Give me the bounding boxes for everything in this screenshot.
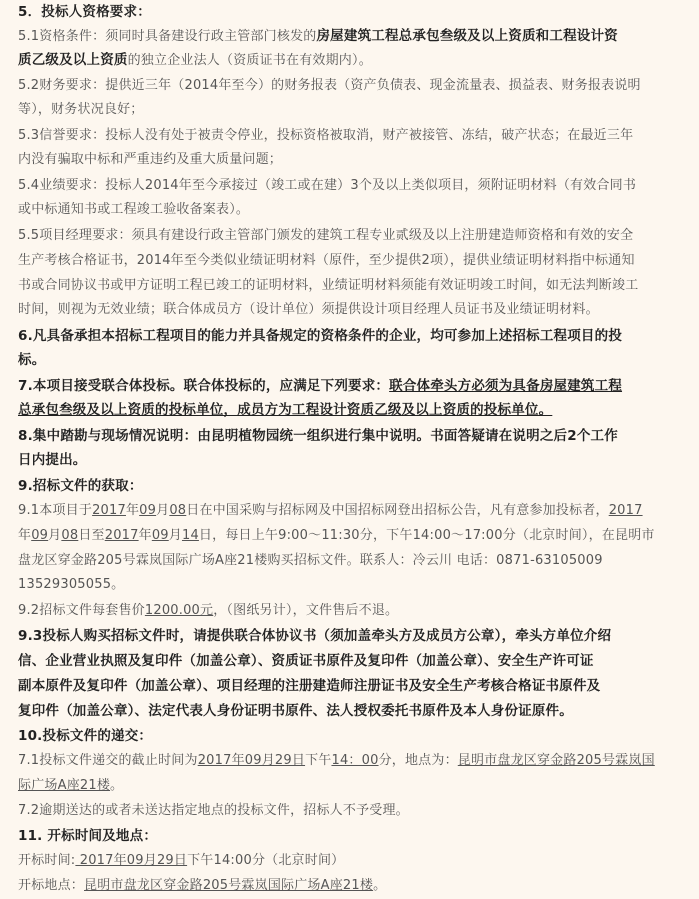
clause-emphasis: 房屋建筑工程总承包叁级及以上资质和工程设计资 bbox=[316, 28, 618, 44]
opening-place bbox=[18, 875, 691, 897]
section-6-line-2: 标。 bbox=[18, 352, 46, 368]
clause-text: 月 bbox=[168, 528, 182, 543]
clause-9-1-line-4: 13529305055。 bbox=[18, 577, 125, 592]
deadline-time: 14：00 bbox=[331, 753, 379, 768]
clause-5-5-line-3: 书或合同协议书或甲方证明工程已竣工的证明材料，业绩证明材料须能有效证明竣工时间，如无法判断竣工 bbox=[18, 278, 639, 293]
section-7-underlined: 联合体牵头方必须为具备房屋建筑工程 bbox=[389, 378, 623, 394]
clause-emphasis: 质乙级及以上资质 bbox=[18, 52, 128, 68]
date-part: 2017 bbox=[608, 503, 643, 518]
date-part: 09 bbox=[31, 528, 49, 543]
clause-9-1-line-3: 盘龙区穿金路205号霖岚国际广场A座21楼购买招标文件。联系人：冷云川 电话：0871-63105009 bbox=[18, 553, 603, 568]
price: 1200.00元 bbox=[144, 603, 214, 618]
clause-text: 日至 bbox=[78, 528, 105, 543]
clause-5-5-line-2: 生产考核合格证书，2014年至今类似业绩证明材料（原件，至少提供2项），提供业绩证明材料指中标通知 bbox=[18, 253, 635, 268]
clause-9-3-line-1: 9.3投标人购买招标文件时，请提供联合体协议书（须加盖牵头方及成员方公章），牵头方单位介绍 bbox=[18, 628, 612, 644]
clause-9-2 bbox=[18, 600, 691, 622]
clause-text: ，（图纸另计），文件售后不退。 bbox=[213, 603, 399, 618]
date-part: 08 bbox=[61, 528, 79, 543]
opening-time-label: 开标时间: bbox=[18, 853, 76, 868]
section-8-line-1: 8.集中踏勘与现场情况说明：由昆明植物园统一组织进行集中说明。书面答疑请在说明之后2个工作 bbox=[18, 428, 618, 444]
section-7-line-2 bbox=[18, 399, 691, 421]
clause-text: 9.1本项目于 bbox=[18, 503, 93, 518]
clause-text: 年 bbox=[138, 528, 152, 543]
clause-7-1-line-2 bbox=[18, 775, 691, 797]
clause-text: 5.1资格条件：须同时具备建设行政主管部门核发的 bbox=[18, 29, 317, 44]
date-part: 14 bbox=[181, 528, 199, 543]
date-part: 09 bbox=[139, 503, 157, 518]
section-7-text: 7.本项目接受联合体投标。联合体投标的，应满足下列要求： bbox=[18, 378, 390, 394]
opening-date: 2017年09月29日 bbox=[75, 853, 188, 868]
section-8-line-2: 日内提出。 bbox=[18, 452, 87, 468]
clause-5-1-line-1 bbox=[18, 25, 691, 48]
clause-text: 月 bbox=[48, 528, 62, 543]
section-10-title: 10.投标文件的递交： bbox=[18, 728, 153, 744]
clause-9-1-line-2 bbox=[18, 525, 691, 547]
date-part: 09 bbox=[151, 528, 169, 543]
clause-9-3-line-3: 副本原件及复印件（加盖公章）、项目经理的注册建造师注册证书及安全生产考核合格证书原件及 bbox=[18, 678, 601, 694]
clause-9-3-line-4: 复印件（加盖公章）、法定代表人身份证明书原件、法人授权委托书原件及本人身份证原件。 bbox=[18, 703, 573, 719]
date-part: 2017 bbox=[92, 503, 126, 518]
section-9-title: 9.招标文件的获取： bbox=[18, 478, 143, 494]
clause-text: 7.1投标文件递交的截止时间为 bbox=[18, 753, 198, 768]
clause-5-5-line-1: 5.5项目经理要求：须具有建设行政主管部门颁发的建筑工程专业贰级及以上注册建造师资格和有效的安全 bbox=[18, 228, 634, 243]
clause-text: 。 bbox=[110, 778, 124, 793]
clause-text: 9.2招标文件每套售价 bbox=[18, 603, 145, 618]
opening-address: 昆明市盘龙区穿金路205号霖岚国际广场A座21楼 bbox=[84, 878, 374, 893]
deadline-date: 2017年09月29日 bbox=[197, 753, 306, 768]
clause-9-1-line-1 bbox=[18, 500, 691, 522]
date-part: 2017 bbox=[104, 528, 139, 543]
clause-7-2: 7.2逾期送达的或者未送达指定地点的投标文件，招标人不予受理。 bbox=[18, 803, 409, 818]
clause-text: 的独立企业法人（资质证书在有效期内）。 bbox=[127, 53, 372, 68]
opening-place-label: 开标地点： bbox=[18, 878, 85, 893]
clause-text: 下午 bbox=[305, 753, 332, 768]
clause-5-2-line-2: 等），财务状况良好； bbox=[18, 102, 144, 117]
clause-5-4-line-2: 或中标通知书或工程竣工验收备案表）。 bbox=[18, 202, 250, 217]
section-5-title: 5．投标人资格要求： bbox=[18, 4, 151, 20]
opening-place-end: 。 bbox=[373, 878, 387, 893]
submission-address: 际广场A座21楼 bbox=[18, 778, 111, 793]
section-6-line-1: 6.凡具备承担本招标工程项目的能力并具备规定的资格条件的企业，均可参加上述招标工程项目的投 bbox=[18, 328, 623, 344]
submission-address: 昆明市盘龙区穿金路205号霖岚国 bbox=[457, 753, 655, 768]
clause-5-1-line-2 bbox=[18, 49, 691, 72]
opening-time-rest: 下午14:00分（北京时间） bbox=[187, 853, 345, 868]
opening-time bbox=[18, 850, 691, 872]
clause-5-3-line-1: 5.3信誉要求：投标人没有处于被责令停业，投标资格被取消，财产被接管、冻结，破产状态；在最近三年 bbox=[18, 128, 634, 143]
date-part: 08 bbox=[169, 503, 187, 518]
clause-text: 月 bbox=[156, 503, 170, 518]
clause-text: 年 bbox=[125, 503, 140, 518]
clause-text: 分，地点为： bbox=[378, 753, 458, 768]
clause-5-4-line-1: 5.4业绩要求：投标人2014年至今承接过（竣工或在建）3个及以上类似项目，须附证明材料（有效合同书 bbox=[18, 178, 637, 193]
clause-text: 日在中国采购与招标网及中国招标网登出招标公告，凡有意参加投标者， bbox=[186, 503, 609, 518]
clause-7-1-line-1 bbox=[18, 750, 691, 772]
clause-text: 日，每日上午9:00～11:30分，下午14:00～17:00分（北京时间），在昆明市 bbox=[198, 528, 655, 543]
section-7-underlined: 总承包叁级及以上资质的投标单位，成员方为工程设计资质乙级及以上资质的投标单位。 bbox=[18, 402, 553, 418]
clause-5-3-line-2: 内没有骗取中标和严重违约及重大质量问题； bbox=[18, 152, 283, 167]
section-7-line-1 bbox=[18, 375, 691, 397]
clause-5-5-line-4: 时间，则视为无效业绩；联合体成员方（设计单位）须提供设计项目经理人员证书及业绩证明材料。 bbox=[18, 302, 599, 317]
section-11-title: 11. 开标时间及地点： bbox=[18, 828, 158, 844]
clause-5-2-line-1: 5.2财务要求：提供近三年（2014年至今）的财务报表（资产负债表、现金流量表、损益表、财务报表说明 bbox=[18, 78, 641, 93]
clause-text: 年 bbox=[18, 528, 32, 543]
clause-9-3-line-2: 信、企业营业执照及复印件（加盖公章）、资质证书原件及复印件（加盖公章）、安全生产许可证 bbox=[18, 653, 594, 669]
